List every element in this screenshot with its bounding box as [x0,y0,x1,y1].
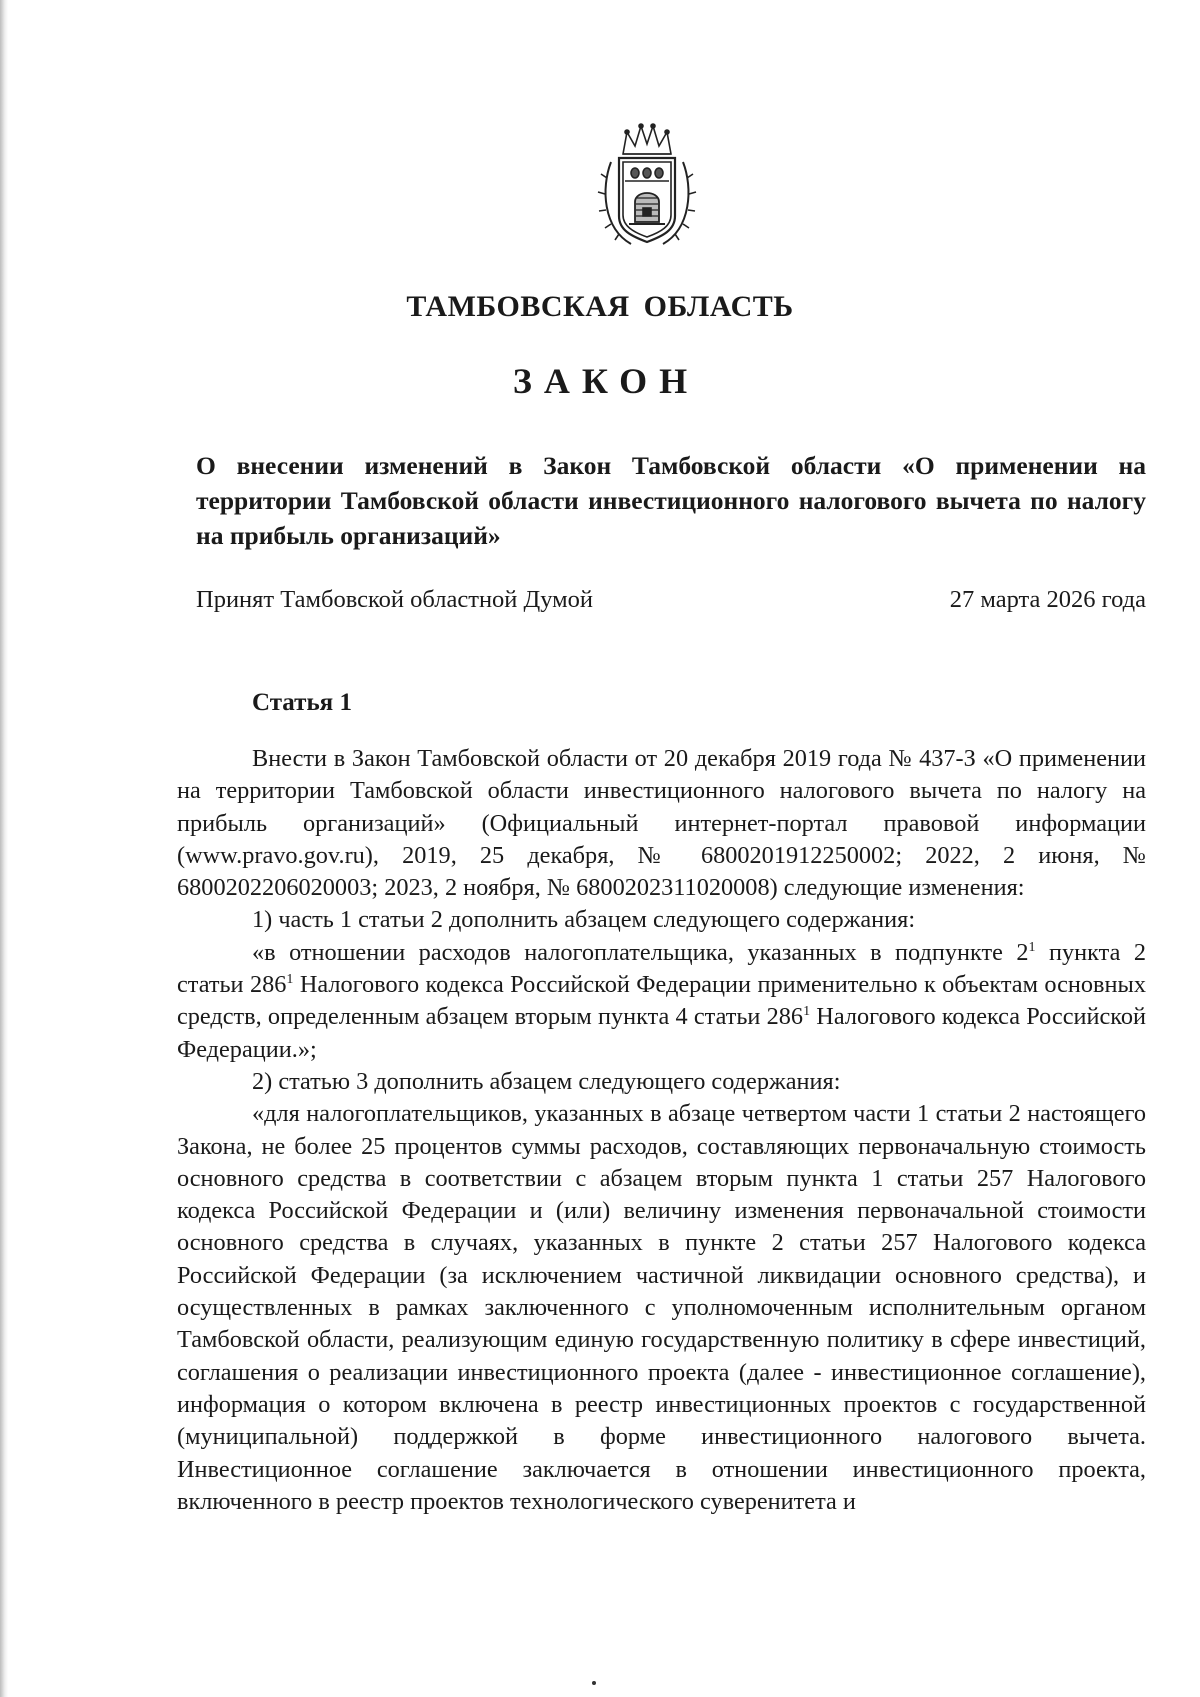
paragraph-item-1: 1) часть 1 статьи 2 дополнить абзацем следующего содержания: [252,906,916,934]
region-heading: ТАМБОВСКАЯ ОБЛАСТЬ [406,290,794,323]
amendment-1-part-d: Налогового кодекса Российской Федерации.»; [177,1003,1147,1063]
tambov-coat-of-arms-icon [597,118,697,253]
superscript: 1 [803,1004,811,1020]
article-heading: Статья 1 [252,689,352,716]
paragraph-amendment-1 [177,937,1146,1066]
amendment-1-part-c: Налогового кодекса Российской Федерации применительно к объектам основных средств, определенным абзацем вторым пункта 4 статьи 286 [177,971,1147,1031]
amendment-1-part-b: пункта 2 статьи 286 [177,938,1146,999]
document-type-heading: ЗАКОН [512,361,700,401]
paragraph-intro: Внести в Закон Тамбовской области от 20 декабря 2019 года № 437-З «О применении на территории Тамбовской области инвестиционного налогового вычета по налогу на прибыль организаций» (Официальный интернет-портал правовой информации (www.pravo.gov.ru), 2019, 25 декабря, № 6800201912250002; 2022, 2 июня, № 6800202206020003; 2023, 2 ноября, № 6800202311020008) следующие изменения: [177,745,1146,902]
superscript: 1 [286,972,294,988]
adopted-by: Принят Тамбовской областной Думой [196,586,594,613]
law-title: О внесении изменений в Закон Тамбовской области «О применении на территории Тамбовской области инвестиционного налогового вычета по налогу на прибыль организаций» [196,451,1146,550]
adoption-line [196,582,1146,617]
article-body [177,743,1146,1518]
amendment-1-part-a: «в отношении расходов налогоплательщика, указанных в подпункте 2 [252,938,1029,966]
superscript: 1 [1028,939,1036,955]
page-mark [592,1681,596,1685]
adoption-date: 27 марта 2026 года [949,586,1146,613]
scan-edge [0,0,8,1697]
paragraph-item-2: 2) статью 3 дополнить абзацем следующего содержания: [252,1067,841,1095]
paragraph-amendment-2: «для налогоплательщиков, указанных в абзаце четвертом части 1 статьи 2 настоящего Закона, не более 25 процентов суммы расходов, составляющих первоначальную стоимость основного средства в соответствии с абзацем вторым пункта 1 статьи 257 Налогового кодекса Российской Федерации и (или) величину изменения первоначальной стоимости основного средства в случаях, указанных в пункте 2 статьи 257 Налогового кодекса Российской Федерации (за исключением частичной ликвидации основного средства), и осуществленных в рамках заключенного с уполномоченным исполнительным органом Тамбовской области, реализующим единую государственную политику в сфере инвестиций, соглашения о реализации инвестиционного проекта (далее - инвестиционное соглашение), информация о котором включена в реестр инвестиционных проектов с государственной (муниципальной) поддержкой в форме инвестиционного налогового вычета. Инвестиционное соглашение заключается в отношении инвестиционного проекта, включенного в реестр проектов технологического суверенитета и [177,1100,1146,1515]
